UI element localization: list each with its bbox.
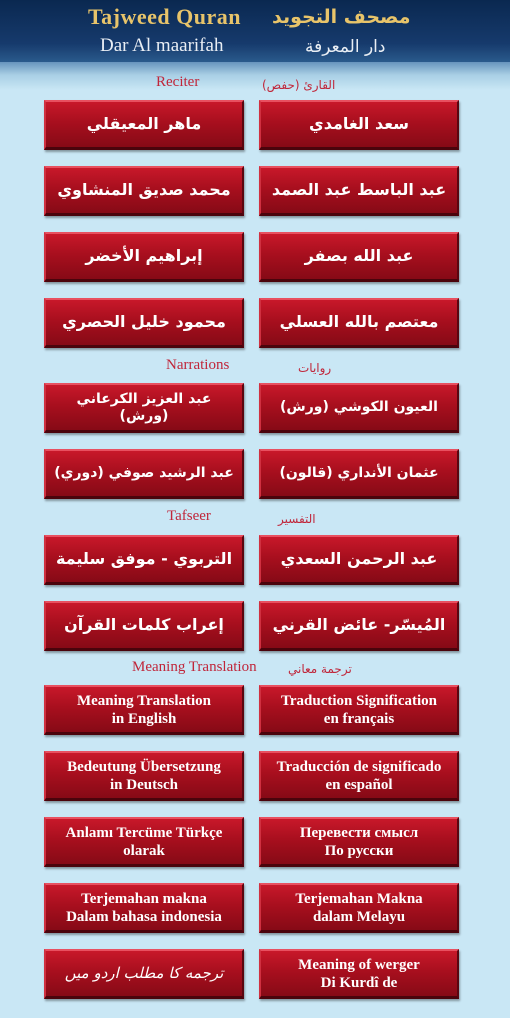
narration-button[interactable]: [259, 383, 459, 433]
narration-button[interactable]: [44, 383, 244, 433]
button-label: إبراهيم الأخضر: [85, 246, 203, 266]
button-label: Terjemahan makna Dalam bahasa indonesia: [66, 890, 222, 925]
narration-button[interactable]: [259, 449, 459, 499]
translation-button-french[interactable]: [259, 685, 459, 735]
button-label: Anlamı Tercüme Türkçe olarak: [65, 824, 223, 859]
narration-button[interactable]: [44, 449, 244, 499]
tafseer-button[interactable]: [44, 535, 244, 585]
publisher-name-arabic: دار المعرفة: [305, 37, 386, 57]
reciter-button[interactable]: [259, 298, 459, 348]
translation-button-kurdish[interactable]: [259, 949, 459, 999]
button-label: Traduction Signification en français: [281, 692, 437, 727]
button-label: Terjemahan Makna dalam Melayu: [295, 890, 423, 925]
button-label: عبد العزيز الكرعاني (ورش): [76, 391, 212, 424]
button-label: Перевести смысл По русски: [299, 824, 419, 859]
button-label: المُيسّر- عائض القرني: [272, 615, 446, 635]
translation-button-german[interactable]: [44, 751, 244, 801]
tafseer-button[interactable]: [259, 535, 459, 585]
section-translation-label: Meaning Translation: [132, 659, 257, 675]
button-label: Meaning Translation in English: [76, 692, 212, 727]
button-label: عثمان الأنداري (قالون): [279, 465, 439, 482]
button-label: إعراب كلمات القرآن: [64, 615, 224, 635]
section-narrations-label-arabic: روايات: [298, 361, 332, 375]
publisher-name: Dar Al maarifah: [100, 35, 224, 56]
section-reciter-label-arabic: القارئ (حفص): [262, 78, 336, 92]
button-label: سعد الغامدي: [309, 114, 409, 134]
reciter-button[interactable]: [44, 166, 244, 216]
button-label: التربوي - موفق سليمة: [55, 549, 233, 569]
tafseer-button[interactable]: [259, 601, 459, 651]
button-label: Traducción de significado en español: [276, 758, 442, 793]
app-title-arabic: مصحف التجويد: [272, 6, 411, 28]
button-label: Meaning of werger Di Kurdî de: [298, 956, 420, 991]
translation-button-indonesian[interactable]: [44, 883, 244, 933]
section-tafseer-label: Tafseer: [167, 508, 211, 524]
section-translation-label-arabic: ترجمة معاني: [288, 662, 352, 676]
button-label: محمد صديق المنشاوي: [57, 180, 231, 200]
tafseer-button[interactable]: [44, 601, 244, 651]
button-label: ترجمه کا مطلب اردو میں: [64, 963, 224, 982]
button-label: عبد الرشيد صوفي (دوري): [54, 465, 234, 482]
section-narrations-label: Narrations: [166, 357, 230, 373]
reciter-button[interactable]: [259, 166, 459, 216]
button-label: ماهر المعيقلي: [86, 114, 202, 134]
reciter-button[interactable]: [44, 298, 244, 348]
button-label: عبد الرحمن السعدي: [280, 549, 438, 569]
reciter-button[interactable]: [44, 232, 244, 282]
translation-button-turkish[interactable]: [44, 817, 244, 867]
button-label: عبد الباسط عبد الصمد: [271, 180, 447, 200]
app-header: [0, 0, 510, 62]
translation-button-english[interactable]: [44, 685, 244, 735]
button-label: معتصم بالله العسلي: [279, 312, 439, 332]
button-label: محمود خليل الحصري: [62, 312, 226, 332]
section-reciter-label: Reciter: [156, 74, 200, 90]
translation-button-malay[interactable]: [259, 883, 459, 933]
button-label: عبد الله بصفر: [304, 246, 414, 266]
section-tafseer-label-arabic: التفسير: [278, 512, 316, 526]
translation-button-russian[interactable]: [259, 817, 459, 867]
translation-button-urdu[interactable]: [44, 949, 244, 999]
translation-button-spanish[interactable]: [259, 751, 459, 801]
app-title: Tajweed Quran: [88, 4, 241, 29]
button-label: Bedeutung Übersetzung in Deutsch: [67, 758, 221, 793]
reciter-button[interactable]: [44, 100, 244, 150]
reciter-button[interactable]: [259, 100, 459, 150]
button-label: العيون الكوشي (ورش): [280, 399, 438, 416]
reciter-button[interactable]: [259, 232, 459, 282]
